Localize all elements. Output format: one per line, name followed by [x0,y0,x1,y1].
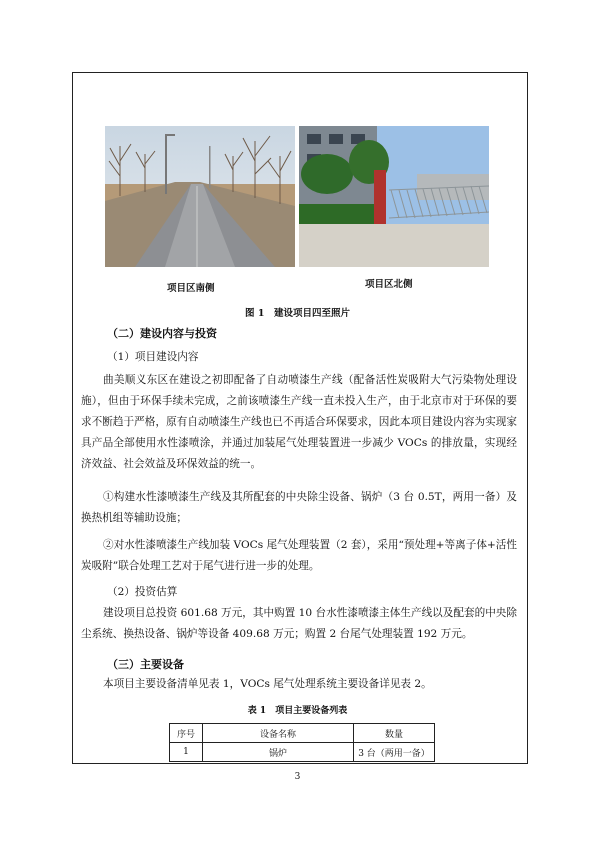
figure-caption: 图 1 建设项目四至照片 [245,308,350,319]
cell-index: 1 [170,743,203,762]
south-side-photo [105,126,295,267]
table-caption: 表 1 项目主要设备列表 [247,706,348,716]
section-heading-construction: （二）建设内容与投资 [107,327,217,340]
section-heading-equipment: （三）主要设备 [107,658,184,671]
north-photo-caption: 项目区北侧 [365,279,413,290]
equipment-table [169,723,435,762]
paragraph-investment: 建设项目总投资 601.68 万元，其中购置 10 台水性漆喷漆主体生产线以及配套的中央除尘系统、换热设备、锅炉等设备 409.68 万元；购置 2 台尾气处理装置 192 万元。 [81,607,517,640]
subheading-content: （1）项目建设内容 [107,351,199,363]
header-name: 设备名称 [203,724,354,743]
paragraph-content: 曲美顺义东区在建设之初即配备了自动喷漆生产线（配备活性炭吸附大气污染物处理设施），但由于环保手续未完成，之前该喷漆生产线一直未投入生产，由于北京市对于环保的要求不断趋于严格，原有自动喷漆生产线也已不再适合环保要求，因此本项目建设内容为实现家具产品全部使用水性漆喷涂，并通过加装尾气处理装置进一步减少 VOCs 的排放量，实现经济效益、社会效益及环保效益的统一。 [81,374,517,470]
table-row [170,743,435,762]
subheading-investment: （2）投资估算 [107,586,178,598]
header-index: 序号 [170,724,203,743]
list-item-1: ①构建水性漆喷漆生产线及其所配套的中央除尘设备、锅炉（3 台 0.5T，两用一备）及换热机组等辅助设施； [81,491,517,524]
cell-quantity: 3 台（两用一备） [354,743,435,762]
cell-name: 锅炉 [203,743,354,762]
page-number: 3 [294,772,301,782]
paragraph-equipment: 本项目主要设备清单见表 1，VOCs 尾气处理系统主要设备详见表 2。 [103,678,432,690]
north-side-photo [299,126,489,267]
table-header-row [170,724,435,743]
header-quantity: 数量 [354,724,435,743]
list-item-2: ②对水性漆喷漆生产线加装 VOCs 尾气处理装置（2 套），采用“预处理+等离子体+活性炭吸附”联合处理工艺对于尾气进行进一步的处理。 [81,539,517,572]
south-photo-caption: 项目区南侧 [167,283,215,294]
